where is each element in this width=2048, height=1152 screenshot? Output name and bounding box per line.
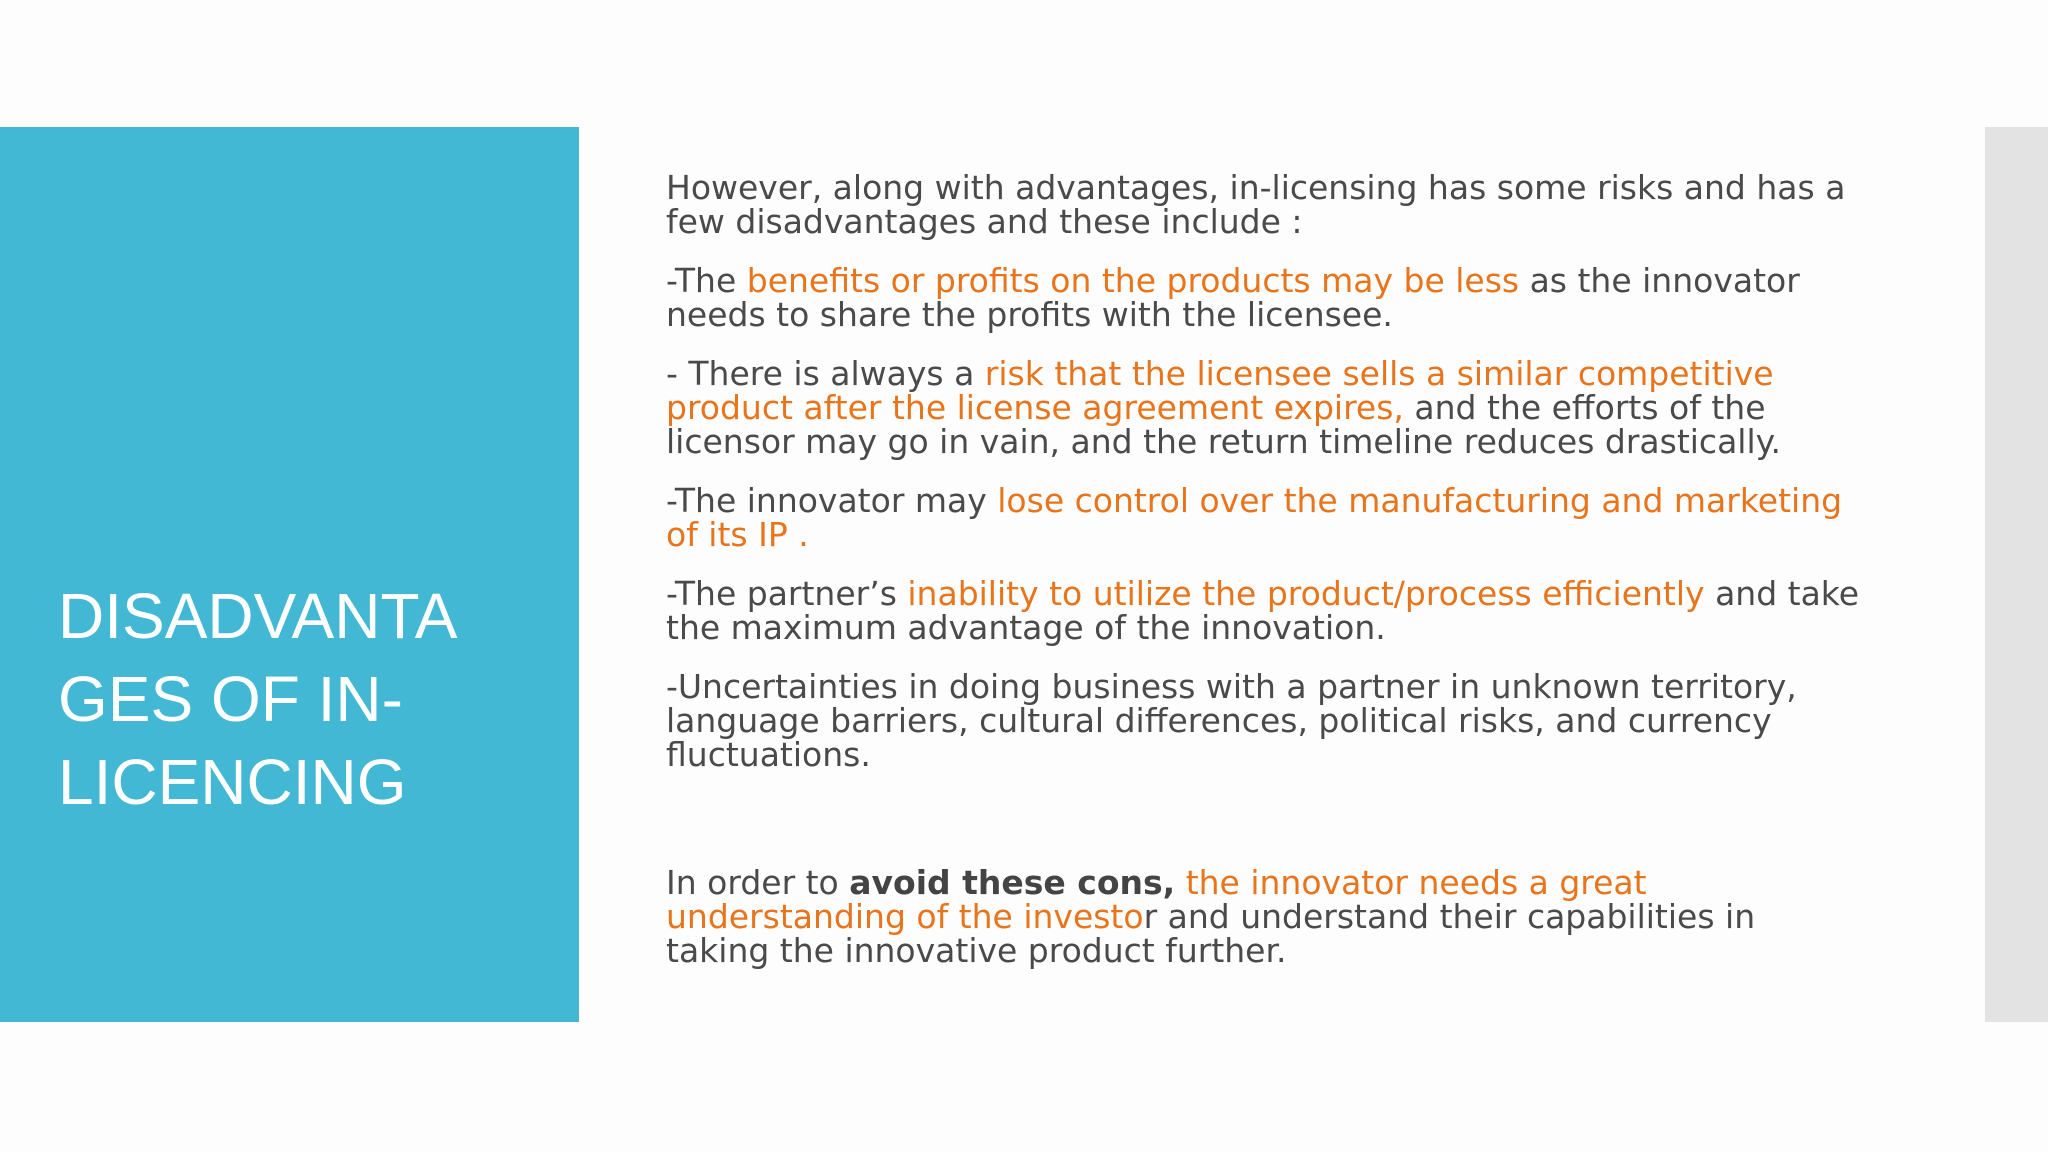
bullet-profits-suffix: as the innovator needs to share the profits with the licensee. [666,261,1800,334]
bullet-risk-prefix: - There is always a [666,354,985,393]
slide-title-line-2: GES OF IN- [58,663,403,735]
conclusion-suffix: r and understand their capabilities in taking the innovative product further. [666,897,1756,970]
bullet-partner-suffix: and take the maximum advantage of the innovation. [666,574,1860,647]
bullet-control [666,481,1866,554]
conclusion-prefix: In order to [666,863,850,902]
bullet-partner-highlight: inability to utilize the product/process efficiently [907,574,1705,613]
conclusion-paragraph [666,863,1866,970]
title-panel [0,127,579,1022]
slide-title [58,575,558,824]
bullet-partner-prefix: -The partner’s [666,574,908,613]
intro-text: However, along with advantages, in-licensing has some risks and has a few disadvantages and these include : [666,168,1846,241]
bullet-uncertainties-text: -Uncertainties in doing business with a partner in unknown territory, language barriers, cultural differences, political risks, and currency fluctuations. [666,667,1797,774]
bullet-risk [666,354,1866,461]
bullet-control-prefix: -The innovator may [666,481,998,520]
slide-title-line-3: LICENCING [58,746,407,818]
bullet-risk-highlight: risk that the licensee sells a similar competitive product after the license agreement expires, [666,354,1774,427]
conclusion-bold: avoid these cons, [849,863,1176,902]
bullet-partner [666,574,1866,647]
side-bar [1985,127,2048,1022]
slide-body [666,168,1866,993]
bullet-uncertainties [666,667,1866,774]
bullet-profits-highlight: benefits or profits on the products may be less [746,261,1520,300]
bullet-profits [666,261,1866,334]
intro-paragraph [666,168,1866,241]
bullet-profits-prefix: -The [666,261,747,300]
slide-title-line-1: DISADVANTA [58,580,458,652]
bullet-risk-suffix: and the efforts of the licensor may go in vain, and the return timeline reduces drastically. [666,388,1781,461]
conclusion-highlight: the innovator needs a great understanding of the investo [666,863,1647,936]
bullet-control-highlight: lose control over the manufacturing and marketing of its IP . [666,481,1843,554]
